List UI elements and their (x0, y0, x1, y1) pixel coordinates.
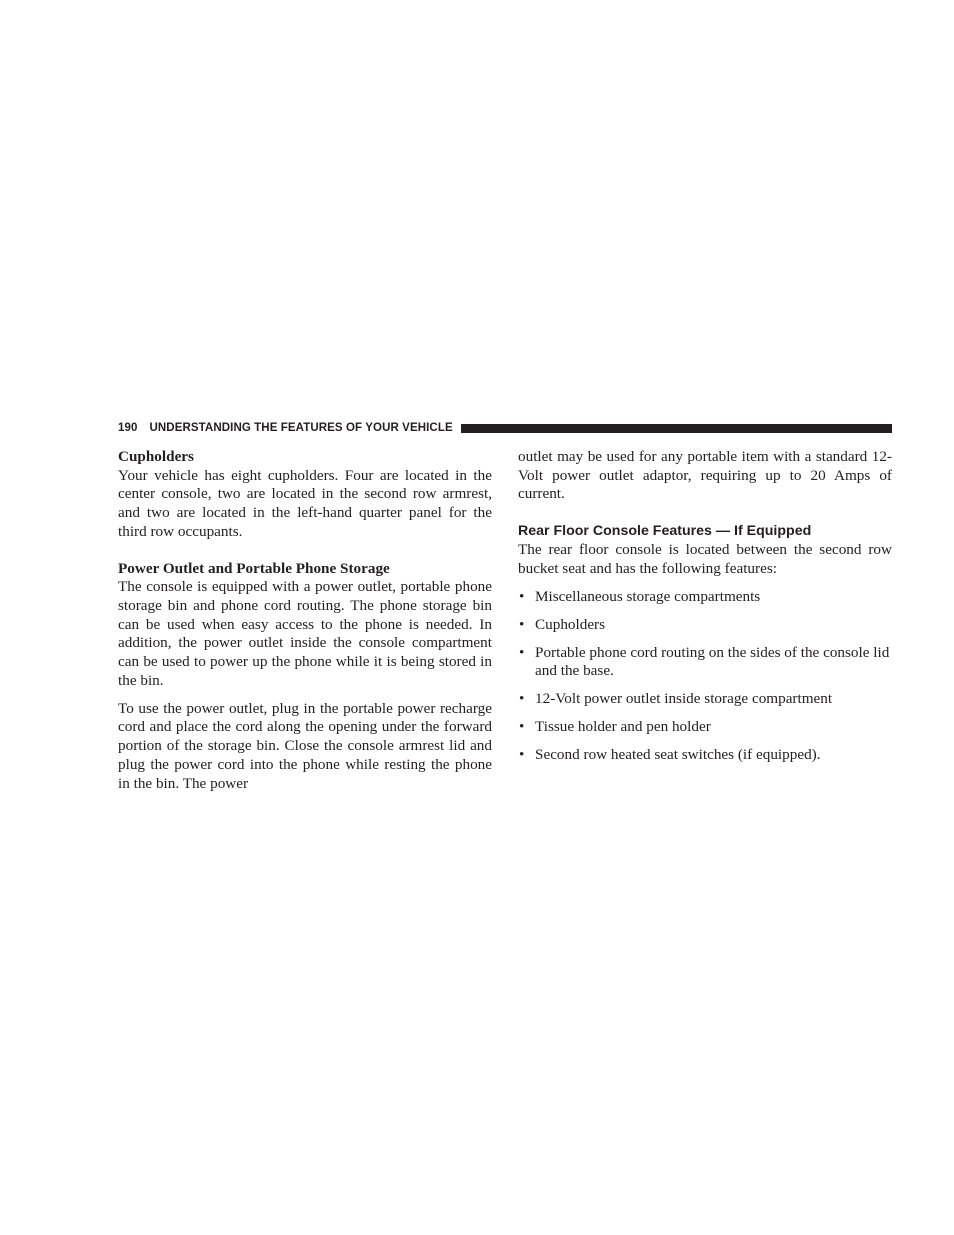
continued-paragraph: outlet may be used for any portable item with a standard 12-Volt power outlet adaptor, requiring up to 20 Amps of current. (518, 448, 892, 503)
section-title: UNDERSTANDING THE FEATURES OF YOUR VEHICLE (149, 422, 453, 434)
bullet-icon: • (519, 587, 525, 605)
header-rule (461, 424, 892, 433)
bullet-icon: • (519, 690, 525, 708)
list-item (518, 746, 892, 765)
rear-console-heading: Rear Floor Console Features — If Equipped (518, 523, 812, 540)
bullet-icon: • (519, 746, 525, 764)
power-outlet-paragraph-2: To use the power outlet, plug in the portable power recharge cord and place the cord along the opening under the forward portion of the storage bin. Close the console armrest lid and plug the power cord into the phone while resting the phone in the bin. The power (118, 699, 492, 792)
page-header (118, 419, 892, 437)
power-outlet-heading: Power Outlet and Portable Phone Storage (118, 559, 390, 577)
list-item (518, 718, 892, 737)
bullet-icon: • (519, 615, 525, 633)
bullet-icon: • (519, 643, 525, 661)
list-item (518, 616, 892, 635)
list-item-text: Second row heated seat switches (if equipped). (535, 746, 821, 764)
list-item-text: Portable phone cord routing on the sides of the console lid and the base. (535, 643, 890, 680)
page-number: 190 (118, 422, 138, 434)
rear-console-paragraph: The rear floor console is located between the second row bucket seat and has the following features: (518, 540, 892, 577)
cupholders-heading: Cupholders (118, 448, 194, 465)
left-column (118, 448, 492, 793)
list-item-text: Miscellaneous storage compartments (535, 587, 761, 605)
list-item (518, 588, 892, 607)
right-column (518, 448, 892, 765)
feature-list (518, 588, 892, 765)
cupholders-paragraph: Your vehicle has eight cupholders. Four are located in the center console, two are located in the second row armrest, and two are located in the left-hand quarter panel for the third row occupants. (118, 466, 492, 540)
power-outlet-paragraph-1: The console is equipped with a power outlet, portable phone storage bin and phone cord routing. The phone storage bin can be used when easy access to the phone is needed. In addition, the power outlet inside the console compartment can be used to power up the phone while it is being stored in the bin. (118, 578, 492, 689)
list-item-text: Tissue holder and pen holder (535, 718, 711, 736)
list-item (518, 644, 892, 681)
list-item-text: 12-Volt power outlet inside storage compartment (535, 690, 833, 708)
list-item-text: Cupholders (535, 615, 606, 633)
bullet-icon: • (519, 718, 525, 736)
list-item (518, 690, 892, 709)
